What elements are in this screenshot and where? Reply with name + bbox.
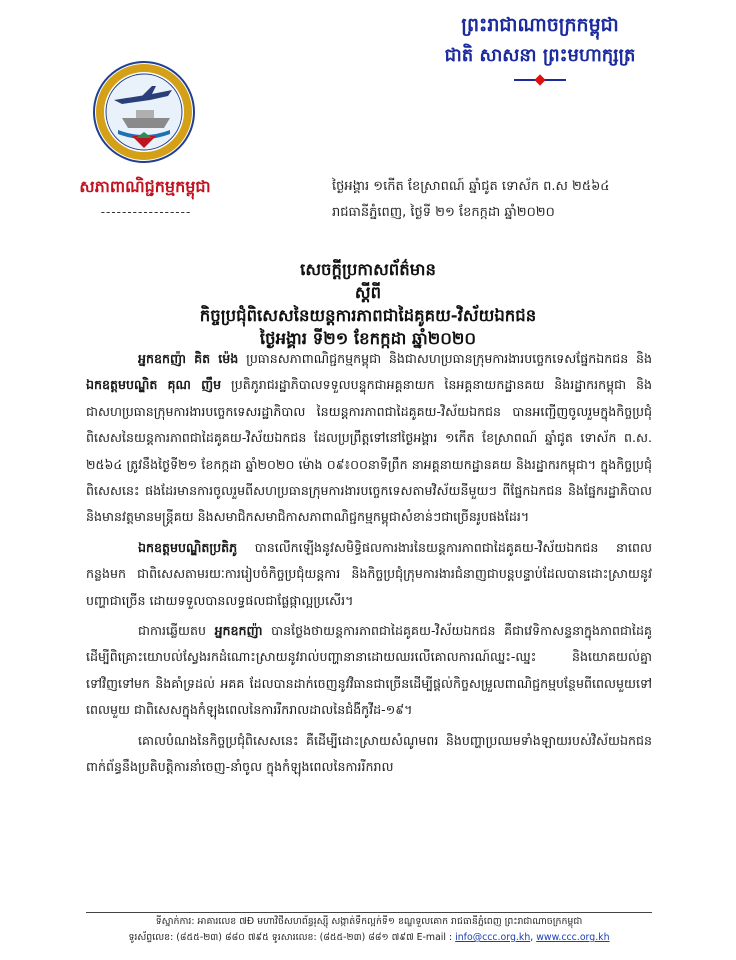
paragraph-text: បានលើកឡើងនូវសមិទ្ធិផលការងារនៃយន្តការភាពជាដៃគូគយ-វិស័យឯកជន នាពេលកន្លងមក ជាពិសេសតាមរយៈការរៀបចំកិច្ចប្រជុំយន្តការ និងកិច្ចប្រជុំក្រុមការងារជំនាញជាបន្តបន្ទាប់ដែលបានដោះស្រាយនូវបញ្ហាជាច្រើន ដោយទទួលបានលទ្ធផលជាផ្លែផ្កាល្អប្រសើរ។: [86, 539, 652, 608]
footer-divider: [86, 912, 652, 913]
organization-separator: -----------------: [100, 205, 192, 219]
organization-name: សភាពាណិជ្ជកម្មកម្ពុជា: [79, 177, 211, 196]
kingdom-title: ព្រះរាជាណាចក្រកម្ពុជា: [461, 14, 619, 36]
paragraph-text: ប្រធានសភាពាណិជ្ជកម្មកម្ពុជា និងជាសហប្រធានក្រុមការងារបច្ចេកទេសផ្នែកឯកជន និង: [238, 351, 652, 366]
date-block: [332, 174, 662, 226]
email-link[interactable]: info@ccc.org.kh: [455, 932, 531, 943]
speaker-name: ឯកឧត្តមបណ្ឌិតប្រតិភូ: [138, 539, 238, 555]
document-title: សេចក្តីប្រកាសព័ត៌មាន: [300, 260, 436, 279]
document-body: [86, 346, 652, 785]
solar-date: រាជធានីភ្នំពេញ, ថ្ងៃទី ២១ ខែកក្កដា ឆ្នាំ២០២០: [332, 205, 555, 220]
speaker-name: អ្នកឧកញ៉ា: [214, 623, 263, 639]
paragraph-text: ប្រតិភូរាជរដ្ឋាភិបាលទទួលបន្ទុកជាអគ្គនាយក នៃអគ្គនាយកដ្ឋានគយ និងរដ្ឋាករកម្ពុជា និងជាសហប្រធានក្រុមការងារបច្ចេកទេសរដ្ឋាភិបាល នៃយន្តការភាពជាដៃគូគយ-វិស័យឯកជន បានអញ្ជើញចូលរួមក្នុងកិច្ចប្រជុំពិសេសនៃយន្តការភាពជាដៃគូគយ-វិស័យឯកជន ដែលប្រព្រឹត្តទៅនៅថ្ងៃអង្គារ ១កើត ខែស្រាពណ៍ ឆ្នាំជូត ទោស័ក ព.ស. ២៥៦៤ ត្រូវនឹងថ្ងៃទី២១ ខែកក្កដា ឆ្នាំ២០២០ ម៉ោង ០៩៖០០នាទីព្រឹក នាអគ្គនាយកដ្ឋានគយ និងរដ្ឋាករកម្ពុជា។ ក្នុងកិច្ចប្រជុំពិសេសនេះ ផងដែរមានការចូលរួមពីសហប្រធានក្រុមការងារបច្ចេកទេសតាមវិស័យនីមួយៗ ពីផ្នែកឯកជន និងផ្នែករដ្ឋាភិបាល និងមានវត្តមានមន្ត្រីគយ និងសមាជិកសមាជិកាសភាពាណិជ្ជកម្មកម្ពុជាសំខាន់ៗជាច្រើនរូបផងដែរ។: [86, 377, 652, 525]
document-titles: [140, 258, 596, 350]
footer-phone-fax: ទូរស័ព្ទលេខ: (៨៥៥-២៣) ៨៨០ ៧៩៥ ទូរសារលេខ: (៨៥៥-២៣) ៨៨១ ៧៩៧ E-mail :: [128, 932, 456, 943]
kingdom-header: [440, 8, 640, 84]
paragraph-text: ជាការឆ្លើយតប: [138, 623, 215, 639]
speaker-name-1: អ្នកឧកញ៉ា គិត ម៉េង: [138, 351, 239, 366]
paragraph-text: បានថ្លែងថាយន្តការភាពជាដៃគូគយ-វិស័យឯកជន គឺជាវេទិកាសន្ទនាក្នុងភាពជាដៃគូ ដើម្បីពិគ្រោះយោបល់ស្វែងរកដំណោះស្រាយនូវរាល់បញ្ហានានាដោយឈរលើគោលការណ៍ឈ្នះ-ឈ្នះ និងយោគយល់គ្នាទៅវិញទៅមក និងគាំទ្រដល់ អគគ ដែលបានដាក់ចេញនូវវិធានជាច្រើនដើម្បីផ្តល់កិច្ចសម្រួលពាណិជ្ជកម្មបន្ថែមពីពេលមួយទៅពេលមួយ ជាពិសេសក្នុងកំឡុងពេលនៃការរីករាលដាលនៃជំងឺកូវីដ-១៩។: [86, 623, 653, 718]
document-subject: កិច្ចប្រជុំពិសេសនៃយន្តការភាពជាដៃគូគយ-វិស័យឯកជន: [199, 306, 537, 325]
document-date: ថ្ងៃអង្គារ ទី២១ ខែកក្កដា ឆ្នាំ២០២០: [259, 329, 477, 348]
footer-address: ទីស្នាក់ការ: អាគារលេខ ៧Ð មហាវិថីសហព័ន្ធរុស្ស៊ី សង្កាត់ទឹកល្អក់ទី១ ខណ្ឌទួលគោក រាជធានីភ្នំពេញ ព្រះរាជាណាចក្រកម្ពុជា: [155, 916, 583, 927]
lunar-date: ថ្ងៃអង្គារ ១កើត ខែស្រាពណ៍ ឆ្នាំជូត ទោស័ក ព.ស ២៥៦៤: [332, 179, 610, 194]
header-ornament: [514, 76, 566, 84]
paragraph-3: [86, 618, 652, 724]
footer: [78, 914, 660, 946]
document-subject-label: ស្តីពី: [354, 283, 382, 302]
paragraph-2: [86, 535, 652, 614]
paragraph-text: គោលបំណងនៃកិច្ចប្រជុំពិសេសនេះ គឺដើម្បីដោះស្រាយសំណូមពរ និងបញ្ហាប្រឈមទាំងឡាយរបស់វិស័យឯកជនពាក់ព័ន្ធនឹងប្រតិបត្តិការនាំចេញ-នាំចូល ក្នុងកំឡុងពេលនៃការរីករាល: [86, 732, 652, 775]
footer-contacts: [78, 930, 660, 946]
website-link[interactable]: www.ccc.org.kh: [536, 932, 610, 943]
footer-separator: ,: [530, 932, 537, 943]
paragraph-1: [86, 346, 652, 531]
paragraph-4: [86, 728, 652, 781]
chamber-of-commerce-logo-icon: [92, 60, 196, 164]
national-motto: ជាតិ សាសនា ព្រះមហាក្សត្រ: [444, 45, 636, 66]
speaker-name-2: ឯកឧត្តមបណ្ឌិត គុណ ញឹម: [86, 377, 222, 393]
